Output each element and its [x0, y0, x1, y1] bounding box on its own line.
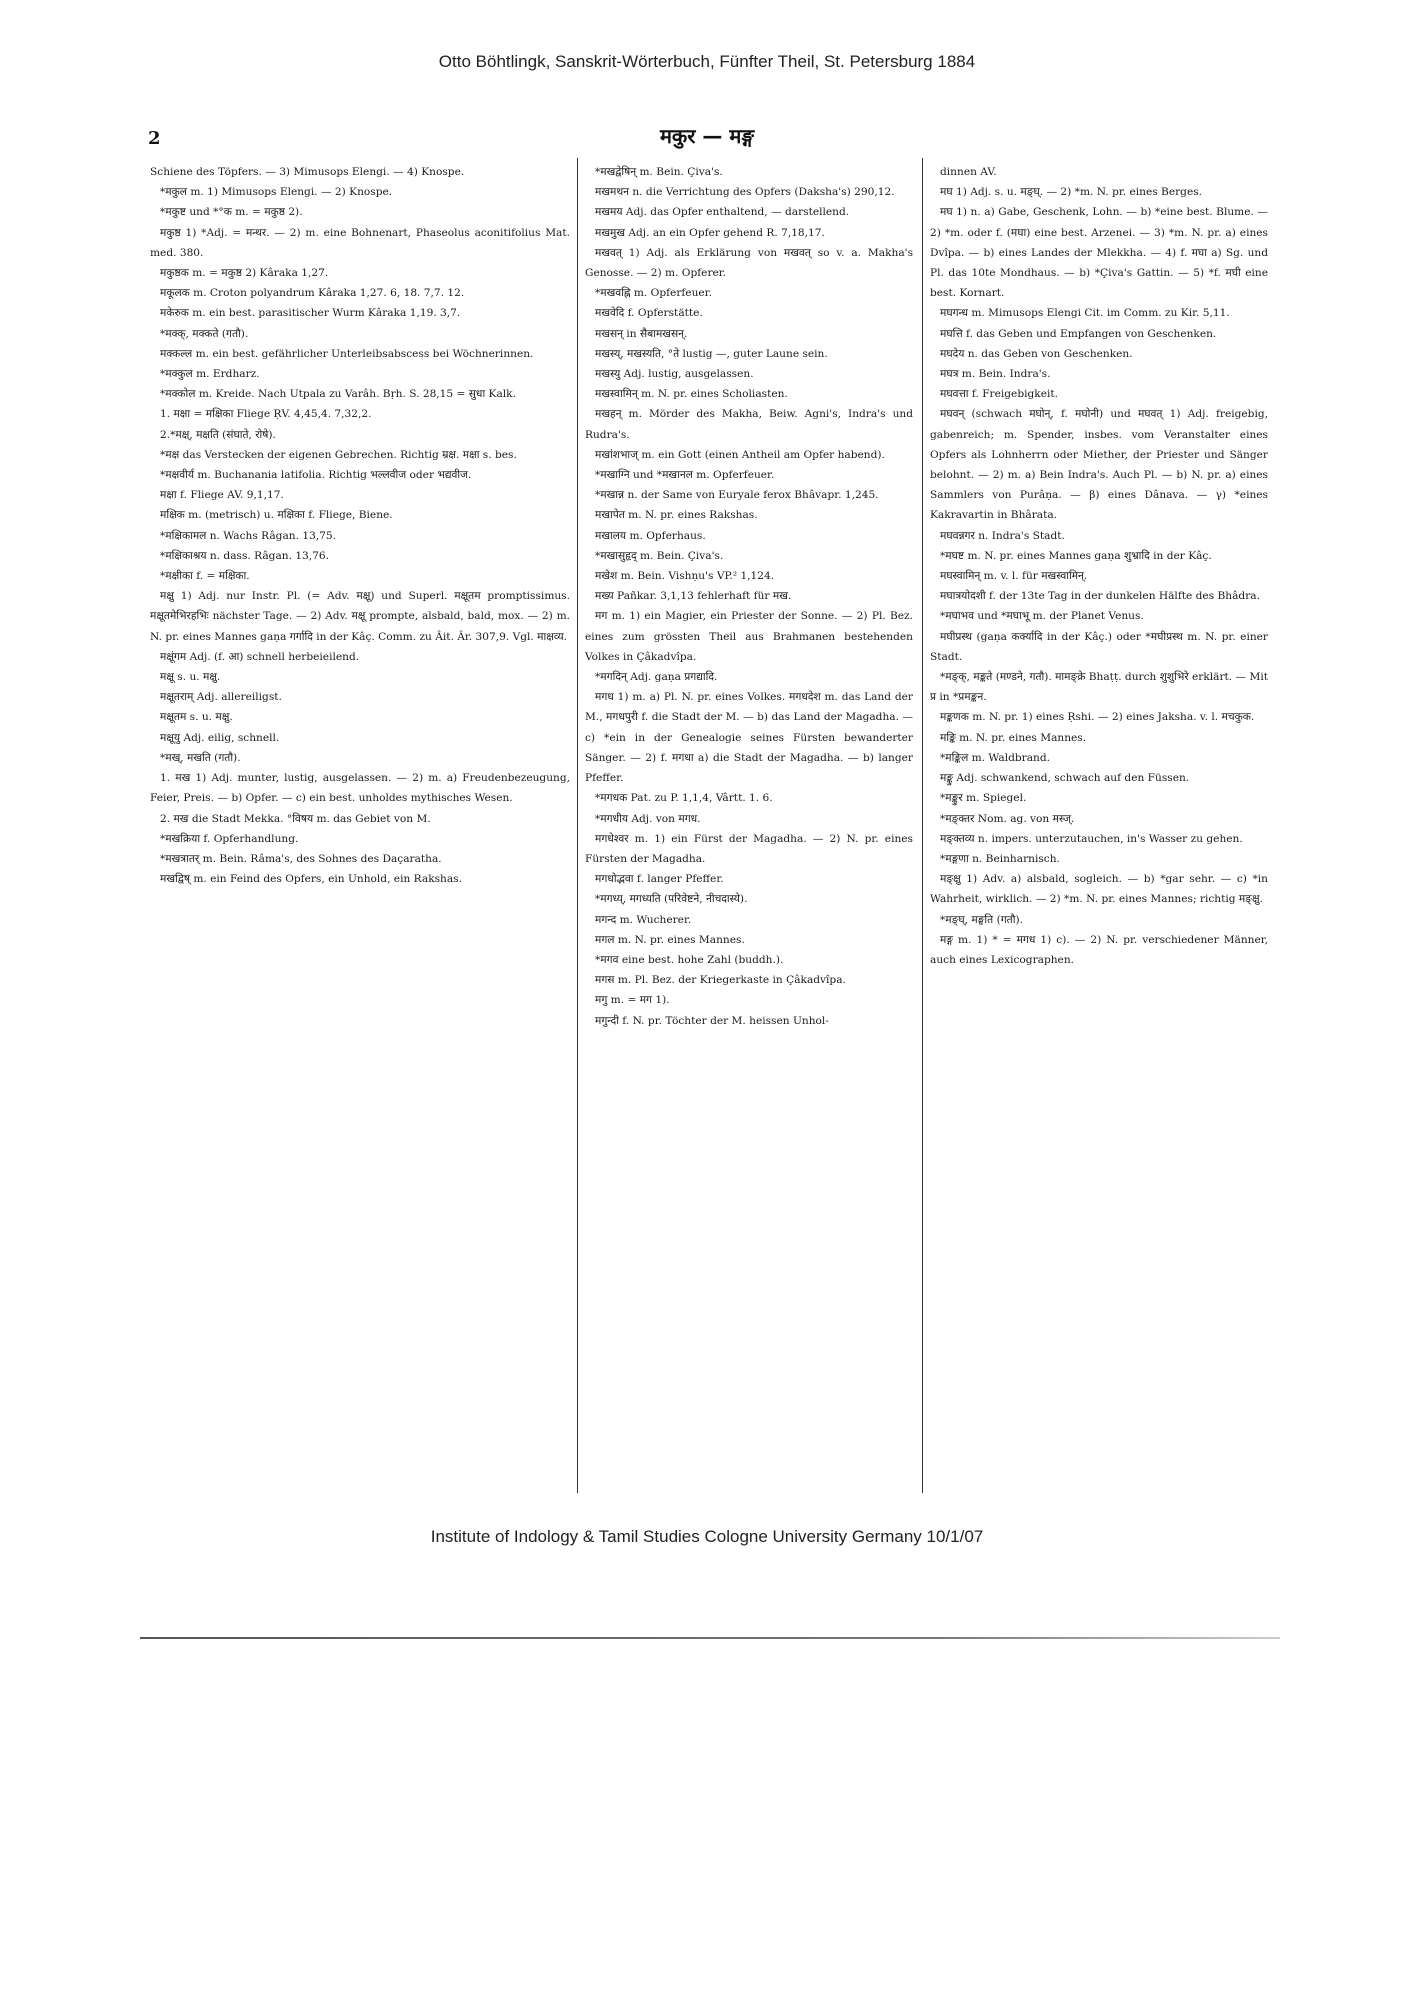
- dictionary-entry: मङ्कणक m. N. pr. 1) eines Ṛshi. — 2) eines Jaksha. v. l. मचकुक.: [940, 711, 1255, 724]
- dictionary-entry: मकुष्ठ 1) *Adj. = मन्थर. — 2) m. eine Bohnenart, Phaseolus aconitifolius Mat. med. 380.: [150, 226, 570, 259]
- dictionary-entry: *मघष्ट m. N. pr. eines Mannes gaṇa शुभ्रादि in der Kâç.: [940, 549, 1212, 562]
- dictionary-entry: 1. मक्षा = मक्षिका Fliege ṚV. 4,45,4. 7,32,2.: [160, 408, 372, 421]
- institute-footer: Institute of Indology & Tamil Studies Cologne University Germany 10/1/07: [430, 1527, 984, 1546]
- dictionary-entry: *मक्षिकामल n. Wachs Râgan. 13,75.: [160, 529, 337, 542]
- dictionary-entry: मघदेय n. das Geben von Geschenken.: [940, 347, 1133, 360]
- dictionary-entry: मक्षिक m. (metrisch) u. मक्षिका f. Fliege, Biene.: [160, 509, 393, 522]
- dictionary-entry: *मकुष्ट und *°क m. = मकुष्ठ 2).: [160, 206, 303, 219]
- dictionary-entry: मघगन्ध m. Mimusops Elengi Cit. im Comm. zu Kir. 5,11.: [940, 307, 1230, 320]
- page-number: 2: [148, 128, 161, 149]
- dictionary-entry: *मङ्गणा n. Beinharnisch.: [940, 852, 1060, 865]
- dictionary-entry: *मखक्रिया f. Opferhandlung.: [160, 832, 299, 845]
- dictionary-entry: *मखाग्नि und *मखानल m. Opferfeuer.: [595, 469, 775, 482]
- dictionary-entry: *मक्कोल m. Kreide. Nach Utpala zu Varâh. Bṛh. S. 28,15 = सुधा Kalk.: [160, 388, 516, 401]
- dictionary-entry: मखापेत m. N. pr. eines Rakshas.: [595, 509, 758, 522]
- dictionary-entry: मक्षु 1) Adj. nur Instr. Pl. (= Adv. मक्षू) und Superl. मक्षूतम promptissimus. मक्षूतमेभिरहभिः nächster Tage. — 2) Adv. मक्षू prompte, alsbald, bald, mox. — 2) m. N. pr. eines Mannes gaṇa गर्गादि in der Kâç. Comm. zu Âit. Âr. 307,9. Vgl. माक्षव्य.: [150, 590, 570, 643]
- dictionary-entry: मघत्र m. Bein. Indra's.: [940, 368, 1051, 381]
- dictionary-entry: *मङ्कुर m. Spiegel.: [940, 792, 1027, 805]
- dictionary-entry: मखद्विष् m. ein Feind des Opfers, ein Unhold, ein Rakshas.: [160, 873, 462, 886]
- dictionary-entry: मकेरुक m. ein best. parasitischer Wurm Kâraka 1,19. 3,7.: [160, 307, 461, 320]
- dictionary-entry: मङ्कु Adj. schwankend, schwach auf den Füssen.: [940, 772, 1190, 785]
- dictionary-entry: *मक्षिकाश्रय n. dass. Râgan. 13,76.: [160, 549, 330, 562]
- bottom-divider: [140, 1637, 1280, 1639]
- dictionary-entry: मखहन् m. Mörder des Makha, Beiw. Agni's, Indra's und Rudra's.: [585, 408, 913, 441]
- dictionary-entry: मखसन् in सैबामखसन्.: [595, 327, 688, 340]
- dictionary-entry: *मगव eine best. hohe Zahl (buddh.).: [595, 953, 784, 966]
- dictionary-entry: मघ 1) n. a) Gabe, Geschenk, Lohn. — b) *eine best. Blume. — 2) *m. oder f. (मघा) eine best. Arzenei. — 3) *m. N. pr. a) eines Dvîpa. — b) eines Landes der Mlekkha. — 4) f. मघा a) Sg. und Pl. das 10te Mondhaus. — b) *Çiva's Gattin. — 5) *f. मघी eine best. Kornart.: [930, 206, 1268, 300]
- dictionary-entry: मगल m. N. pr. eines Mannes.: [595, 933, 745, 946]
- dictionary-entry: *मगधीय Adj. von मगध.: [595, 812, 701, 825]
- column-divider: [577, 158, 578, 1493]
- dictionary-entry: मघवत्ता f. Freigebigkeit.: [940, 388, 1058, 401]
- dictionary-entry: मखमुख Adj. an ein Opfer gehend R. 7,18,17.: [595, 226, 825, 239]
- dictionary-entry: मकूलक m. Croton polyandrum Kâraka 1,27. 6, 18. 7,7. 12.: [160, 287, 465, 300]
- dictionary-entry: *मङ्किल m. Waldbrand.: [940, 751, 1050, 764]
- dictionary-entry: मखस्यु Adj. lustig, ausgelassen.: [595, 368, 754, 381]
- dictionary-entry: *मक्षीका f. = मक्षिका.: [160, 570, 250, 583]
- dictionary-entry: मखालय m. Opferhaus.: [595, 529, 706, 542]
- dictionary-entry: dinnen AV.: [940, 166, 997, 178]
- dictionary-entry: मक्षा f. Fliege AV. 9,1,17.: [160, 489, 284, 502]
- dictionary-entry: मङ्क्षु 1) Adv. a) alsbald, sogleich. — b) *gar sehr. — c) *in Wahrheit, wirklich. — 2) *m. N. pr. eines Mannes; richtig मङ्क्षु.: [930, 873, 1268, 906]
- dictionary-entry: *मखत्रातर् m. Bein. Râma's, des Sohnes des Daçaratha.: [160, 852, 442, 865]
- dictionary-entry: मघीप्रस्थ (gaṇa कर्क्यादि in der Kâç.) oder *मघीप्रस्थ m. N. pr. einer Stadt.: [930, 630, 1268, 663]
- source-citation: Otto Böhtlingk, Sanskrit-Wörterbuch, Fünfter Theil, St. Petersburg 1884: [438, 52, 976, 71]
- dictionary-entry: *मगधक Pat. zu P. 1,1,4, Vârtt. 1. 6.: [595, 792, 773, 805]
- dictionary-entry: मखमय Adj. das Opfer enthaltend, — darstellend.: [595, 206, 850, 219]
- dictionary-entry: मघ 1) Adj. s. u. मङ्घ्. — 2) *m. N. pr. eines Berges.: [940, 186, 1203, 199]
- dictionary-entry: *मगध्य्, मगध्यति (परिवेष्टने, नीचदास्ये).: [595, 893, 748, 906]
- dictionary-entry: मख्य Pañkar. 3,1,13 fehlerhaft für मख.: [595, 590, 792, 603]
- dictionary-entry: मग m. 1) ein Magier, ein Priester der Sonne. — 2) Pl. Bez. eines zum grössten Theil aus Brahmanen bestehenden Volkes in Çâkadvîpa.: [585, 610, 913, 663]
- dictionary-entry: मखमथन n. die Verrichtung des Opfers (Daksha's) 290,12.: [595, 186, 895, 199]
- dictionary-entry: मगधोद्भवा f. langer Pfeffer.: [595, 873, 724, 886]
- dictionary-entry: *मक्ष das Verstecken der eigenen Gebrechen. Richtig म्रक्ष. मक्षा s. bes.: [160, 448, 517, 461]
- dictionary-entry: मघवन् (schwach मघोन्, f. मघोनी) und मघवत् 1) Adj. freigebig, gabenreich; m. Spender, insbes. vom Veranstalter eines Opfers als Lohnherrn oder Miether, der Priester und Sänger belohnt. — 2) m. a) Bein Indra's. Auch Pl. — b) N. pr. a) eines Sammlers von Purâṇa. — β) eines Dânava. — γ) *eines Kakravartin in Bhârata.: [930, 408, 1268, 522]
- dictionary-entry: मङ्क्तव्य n. impers. unterzutauchen, in's Wasser zu gehen.: [940, 832, 1243, 845]
- dictionary-entry: *मङ्क्, मङ्कते (मण्डने, गतौ). मामङ्क्रे Bhaṭṭ. durch शुशुभिरे erklärt. — Mit प्र in *प्रमङ्कन.: [930, 671, 1268, 704]
- dictionary-entry: मक्षूयु Adj. eilig, schnell.: [160, 731, 280, 744]
- dictionary-entry: *मखान्न n. der Same von Euryale ferox Bhâvapr. 1,245.: [595, 489, 879, 502]
- dictionary-entry: मङ्कि m. N. pr. eines Mannes.: [940, 731, 1087, 744]
- dictionary-column-3: [930, 162, 1268, 1527]
- dictionary-entry: मगस m. Pl. Bez. der Kriegerkaste in Çâkadvîpa.: [595, 974, 846, 987]
- dictionary-entry: *मङ्क्तर Nom. ag. von मस्ज्.: [940, 812, 1075, 825]
- dictionary-entry: *मकुल m. 1) Mimusops Elengi. — 2) Knospe.: [160, 186, 393, 199]
- dictionary-entry: मगध 1) m. a) Pl. N. pr. eines Volkes. मगधदेश m. das Land der M., मगधपुरी f. die Stadt der M. — b) das Land der Magadha. — c) *ein in der Genealogie seines Fürsten bewanderter Sänger. — 2) f. मगधा a) die Stadt der Magadha. — b) langer Pfeffer.: [585, 691, 913, 785]
- dictionary-entry: मघात्रयोदशी f. der 13te Tag in der dunkelen Hälfte des Bhâdra.: [940, 590, 1260, 603]
- dictionary-entry: मकुष्ठक m. = मकुष्ठ 2) Kâraka 1,27.: [160, 267, 329, 280]
- dictionary-entry: *मङ्घ्, मङ्घति (गतौ).: [940, 913, 1023, 926]
- dictionary-entry: मखवेदि f. Opferstätte.: [595, 307, 703, 320]
- dictionary-entry: मक्षूतम s. u. मक्षु.: [160, 711, 233, 724]
- column-divider: [922, 158, 923, 1493]
- dictionary-entry: मक्षूंगम Adj. (f. आ) schnell herbeieilend.: [160, 650, 360, 663]
- dictionary-entry: *मक्कुल m. Erdharz.: [160, 368, 260, 381]
- dictionary-entry: मखवत् 1) Adj. als Erklärung von मखवत् so v. a. Makha's Genosse. — 2) m. Opferer.: [585, 246, 913, 280]
- dictionary-column-2: [585, 162, 913, 1527]
- dictionary-entry: मघस्वामिन् m. v. l. für मखस्वामिन्.: [940, 570, 1088, 583]
- dictionary-entry: *मक्षवीर्य m. Buchanania latifolia. Richtig भल्लवीज oder भद्यवीज.: [160, 469, 472, 482]
- dictionary-entry: *मगदिन् Adj. gaṇa प्रगद्यादि.: [595, 671, 718, 684]
- dictionary-entry: *मख्, मखति (गतौ).: [160, 751, 241, 764]
- dictionary-entry: मखस्वामिन् m. N. pr. eines Scholiasten.: [595, 388, 788, 401]
- dictionary-entry: मक्षूतराम् Adj. allereiligst.: [160, 691, 282, 704]
- dictionary-entry: *मखासुहृद् m. Bein. Çiva's.: [595, 549, 724, 562]
- dictionary-entry: *मखवह्नि m. Opferfeuer.: [595, 287, 712, 300]
- dictionary-entry: मगन्द m. Wucherer.: [595, 913, 692, 926]
- dictionary-entry: *मखद्वेषिन् m. Bein. Çiva's.: [595, 166, 723, 178]
- running-head: मकुर — मङ्ग: [659, 124, 755, 148]
- dictionary-column-1: [150, 162, 570, 1527]
- dictionary-entry: मगुन्दी f. N. pr. Töchter der M. heissen Unhol-: [595, 1014, 829, 1027]
- dictionary-entry: मखेश m. Bein. Vishṇu's VP.² 1,124.: [595, 570, 775, 583]
- dictionary-entry: मघवन्नगर n. Indra's Stadt.: [940, 529, 1065, 542]
- dictionary-entry: मखस्य्, मखस्यति, °ते lustig —, guter Laune sein.: [595, 347, 828, 360]
- dictionary-entry: *मघाभव und *मघाभू m. der Planet Venus.: [940, 610, 1144, 623]
- dictionary-entry: Schiene des Töpfers. — 3) Mimusops Elengi. — 4) Knospe.: [150, 166, 465, 178]
- dictionary-entry: मगधेश्वर m. 1) ein Fürst der Magadha. — 2) N. pr. eines Fürsten der Magadha.: [585, 832, 913, 865]
- dictionary-entry: *मक्क्, मक्कते (गतौ).: [160, 327, 249, 340]
- dictionary-entry: मघत्ति f. das Geben und Empfangen von Geschenken.: [940, 327, 1217, 340]
- dictionary-entry: मङ्ग m. 1) * = मगध 1) c). — 2) N. pr. verschiedener Männer, auch eines Lexicographen.: [930, 933, 1268, 966]
- dictionary-entry: मक्कल्ल m. ein best. gefährlicher Unterleibsabscess bei Wöchnerinnen.: [160, 347, 534, 360]
- dictionary-entry: 2.*मक्ष्, मक्षति (संघाते, रोषे).: [160, 428, 276, 441]
- dictionary-entry: 1. मख 1) Adj. munter, lustig, ausgelassen. — 2) m. a) Freudenbezeugung, Feier, Preis. — b) Opfer. — c) ein best. unholdes mythisches Wesen.: [150, 772, 570, 805]
- dictionary-entry: 2. मख die Stadt Mekka. °विषय m. das Gebiet von M.: [160, 812, 431, 825]
- dictionary-entry: मखांशभाज् m. ein Gott (einen Antheil am Opfer habend).: [595, 448, 885, 461]
- dictionary-entry: मगु m. = मग 1).: [595, 994, 670, 1007]
- dictionary-entry: मक्षू s. u. मक्षु.: [160, 671, 221, 684]
